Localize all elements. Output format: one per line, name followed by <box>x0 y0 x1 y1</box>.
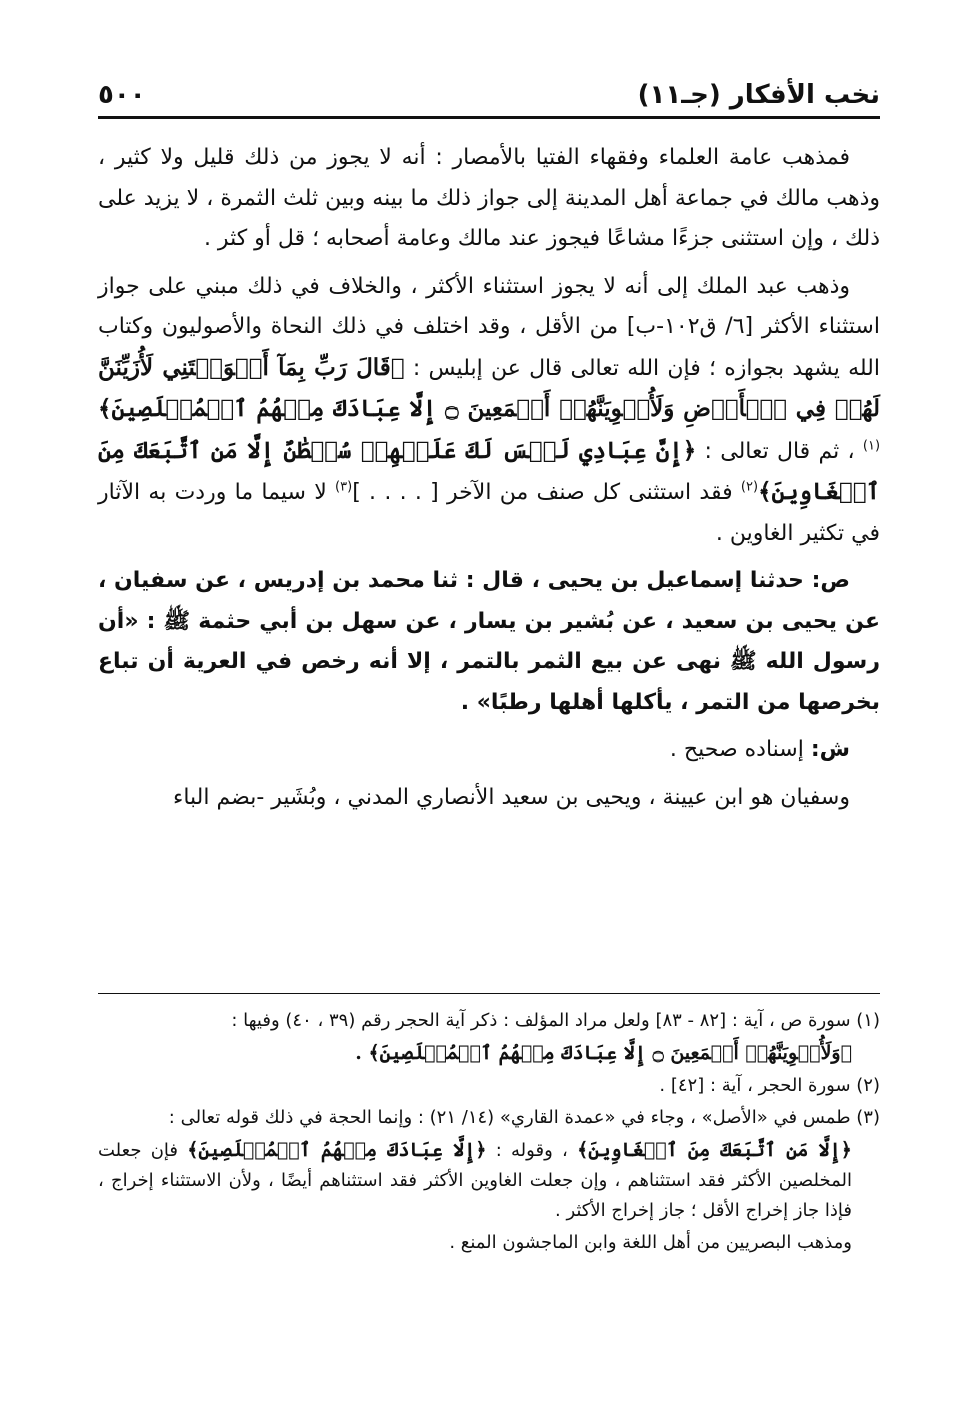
footnote-1-quran: ﴿وَلَأُغۡوِيَنَّهُمۡ أَجۡمَعِينَ ۝ إِلَّا عِبَادَكَ مِنۡهُمُ ٱلۡمُخۡلَصِينَ﴾ . <box>355 1042 852 1064</box>
footnote-1-verse <box>98 1038 880 1069</box>
paragraph-2-text-d: لا سيما ما وردت به الآثار في تكثير الغاوين . <box>98 480 880 546</box>
footnote-3: (٣) طمس في «الأصل» ، وجاء في «عمدة القاري» (١٤/ ٢١) : وإنما الحجة في ذلك قوله تعالى : <box>168 1107 880 1128</box>
paragraph-1: فمذهب عامة العلماء وفقهاء الفتيا بالأمصار : أنه لا يجوز من ذلك قليل ولا كثير ، وذهب مالك في جماعة أهل المدينة إلى جواز ذلك ما بينه وبين ثلث الثمرة ، لا يزيد على ذلك ، وإن استثنى جزءًا مشاعًا فيجوز عند مالك وعامة أصحابه ؛ قل أو كثر . <box>98 145 880 251</box>
footnote-1: (١) سورة ص ، آية : [٨٢ - ٨٣] ولعل مراد المؤلف : ذكر آية الحجر رقم (٣٩ ، ٤٠) وفيها : <box>231 1010 880 1031</box>
sad-marker: ص: <box>811 568 850 593</box>
footnote-ref-2[interactable]: (٢) <box>740 479 759 495</box>
paragraph-5: وسفيان هو ابن عيينة ، ويحيى بن سعيد الأنصاري المدني ، وبُشَير -بضم الباء <box>173 784 850 810</box>
commentary-text: إسناده صحيح . <box>669 737 804 762</box>
footnote-ref-3[interactable]: (٣) <box>335 479 353 495</box>
page-header <box>98 70 880 119</box>
footnote-ref-1[interactable]: (١) <box>862 438 881 454</box>
shin-marker: ش: <box>810 737 850 762</box>
page-number: ٥٠٠ <box>98 80 146 110</box>
book-title: نخب الأفكار (جـ١١) <box>637 80 880 110</box>
footnotes <box>98 1006 880 1260</box>
quran-verse-1: ﴿قَالَ رَبِّ بِمَآ أَغۡوَيۡتَنِي لَأُزَيِّنَنَّ لَهُمۡ فِي ٱلۡأَرۡضِ وَلَأُغۡوِيَنَّهُمۡ أَجۡمَعِينَ ۝ إِلَّا عِبَادَكَ مِنۡهُمُ ٱلۡمُخۡلَصِينَ﴾ <box>98 353 880 422</box>
paragraph-2-text-c: فقد استثنى كل صنف من الآخر [ . . . . ] <box>352 480 733 505</box>
footnote-2: (٢) سورة الحجر ، آية : [٤٢] . <box>659 1075 880 1096</box>
main-text <box>98 138 880 825</box>
footnote-divider <box>98 993 880 994</box>
hadith-text: حدثنا إسماعيل بن يحيى ، قال : ثنا محمد بن إدريس ، عن سفيان ، عن يحيى بن سعيد ، عن بُشير بن يسار ، عن سهل بن أبي حثمة ﷺ : «أن رسول الله ﷺ نهى عن بيع الثمر بالتمر ، إلا أنه رخص في العرية أن تباع بخرصها من التمر ، يأكلها أهلها رطبًا» . <box>98 568 880 715</box>
footnote-3-quran-1: ﴿إِلَّا مَنِ ٱتَّبَعَكَ مِنَ ٱلۡغَاوِينَ﴾ <box>577 1139 852 1161</box>
footnote-3-body <box>98 1135 880 1226</box>
footnote-3-quran-2: ﴿إِلَّا عِبَادَكَ مِنۡهُمُ ٱلۡمُخۡلَصِينَ﴾ <box>187 1139 487 1161</box>
quran-verse-2: ﴿إِنَّ عِبَادِي لَيۡسَ لَكَ عَلَيۡهِمۡ سُلۡطَٰنٌ إِلَّا مَنِ ٱتَّبَعَكَ مِنَ ٱلۡغَاوِينَ﴾ <box>98 436 881 505</box>
footnote-3-conclusion: ومذهب البصريين من أهل اللغة وابن الماجشون المنع . <box>449 1232 852 1253</box>
hadith-paragraph <box>98 561 880 723</box>
paragraph-2 <box>98 267 880 555</box>
paragraph-2-text-b: ، ثم قال تعالى : <box>704 438 855 464</box>
footnote-3-text-b: فإن جعلت المخلصين الأكثر فقد استثناهم ، وإن جعلت الغاوين الأكثر فقد استثناهم أيضًا ، ولأن الاستثناء إخراج ، فإذا جاز إخراج الأقل ؛ جاز إخراج الأكثر . <box>98 1140 852 1221</box>
paragraph-2-text-a: وذهب عبد الملك إلى أنه لا يجوز استثناء الأكثر ، والخلاف في ذلك مبني على جواز استثناء الأكثر [٦/ ق١٠٢-ب] من الأقل ، وقد اختلف في ذلك النحاة والأصوليون وكتاب الله يشهد بجوازه ؛ فإن الله تعالى قال عن إبليس : <box>98 273 880 381</box>
commentary-paragraph <box>98 730 880 771</box>
footnote-3-text-a: ، وقوله : <box>495 1140 568 1161</box>
